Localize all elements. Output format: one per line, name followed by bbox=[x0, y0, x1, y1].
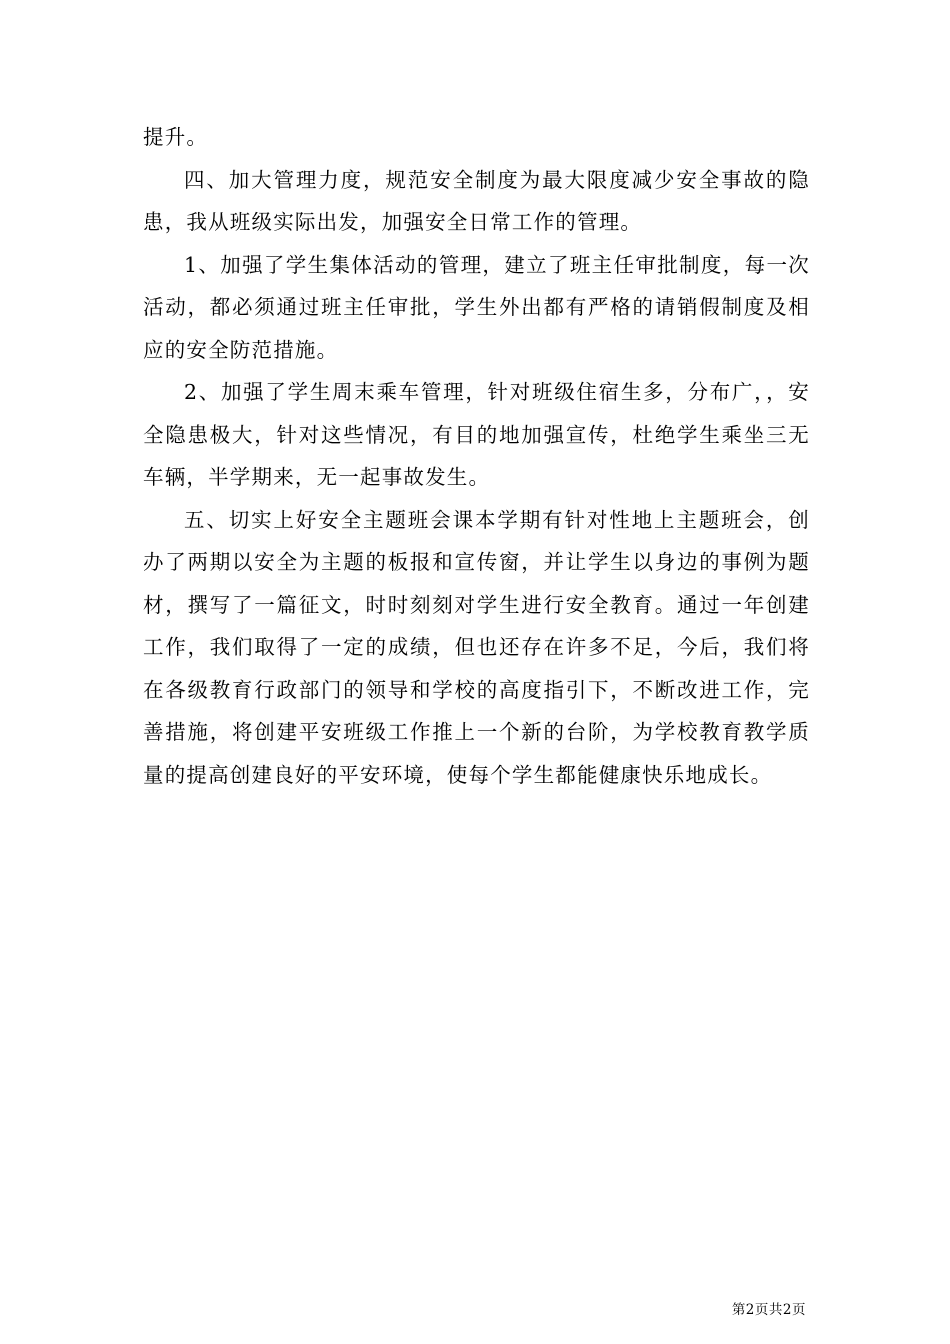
paragraph-section-four: 四、加大管理力度，规范安全制度为最大限度减少安全事故的隐患，我从班级实际出发，加强安全日常工作的管理。 bbox=[143, 167, 810, 234]
paragraph-continuation: 提升。 bbox=[143, 125, 209, 149]
document-body bbox=[143, 116, 810, 796]
paragraph-item-one: 1、加强了学生集体活动的管理，建立了班主任审批制度，每一次活动，都必须通过班主任审批，学生外出都有严格的请销假制度及相应的安全防范措施。 bbox=[143, 252, 810, 362]
paragraph-item-two: 2、加强了学生周末乘车管理，针对班级住宿生多，分布广，，安全隐患极大，针对这些情况，有目的地加强宣传，杜绝学生乘坐三无车辆，半学期来，无一起事故发生。 bbox=[143, 380, 810, 489]
paragraph-section-five: 五、切实上好安全主题班会课本学期有针对性地上主题班会，创办了两期以安全为主题的板报和宣传窗，并让学生以身边的事例为题材，撰写了一篇征文，时时刻刻对学生进行安全教育。通过一年创建工作，我们取得了一定的成绩，但也还存在许多不足，今后，我们将在各级教育行政部门的领导和学校的高度指引下，不断改进工作，完善措施，将创建平安班级工作推上一个新的台阶，为学校教育教学质量的提高创建良好的平安环境，使每个学生都能健康快乐地成长。 bbox=[143, 507, 810, 787]
page-number-footer: 第2页共2页 bbox=[731, 1302, 806, 1318]
